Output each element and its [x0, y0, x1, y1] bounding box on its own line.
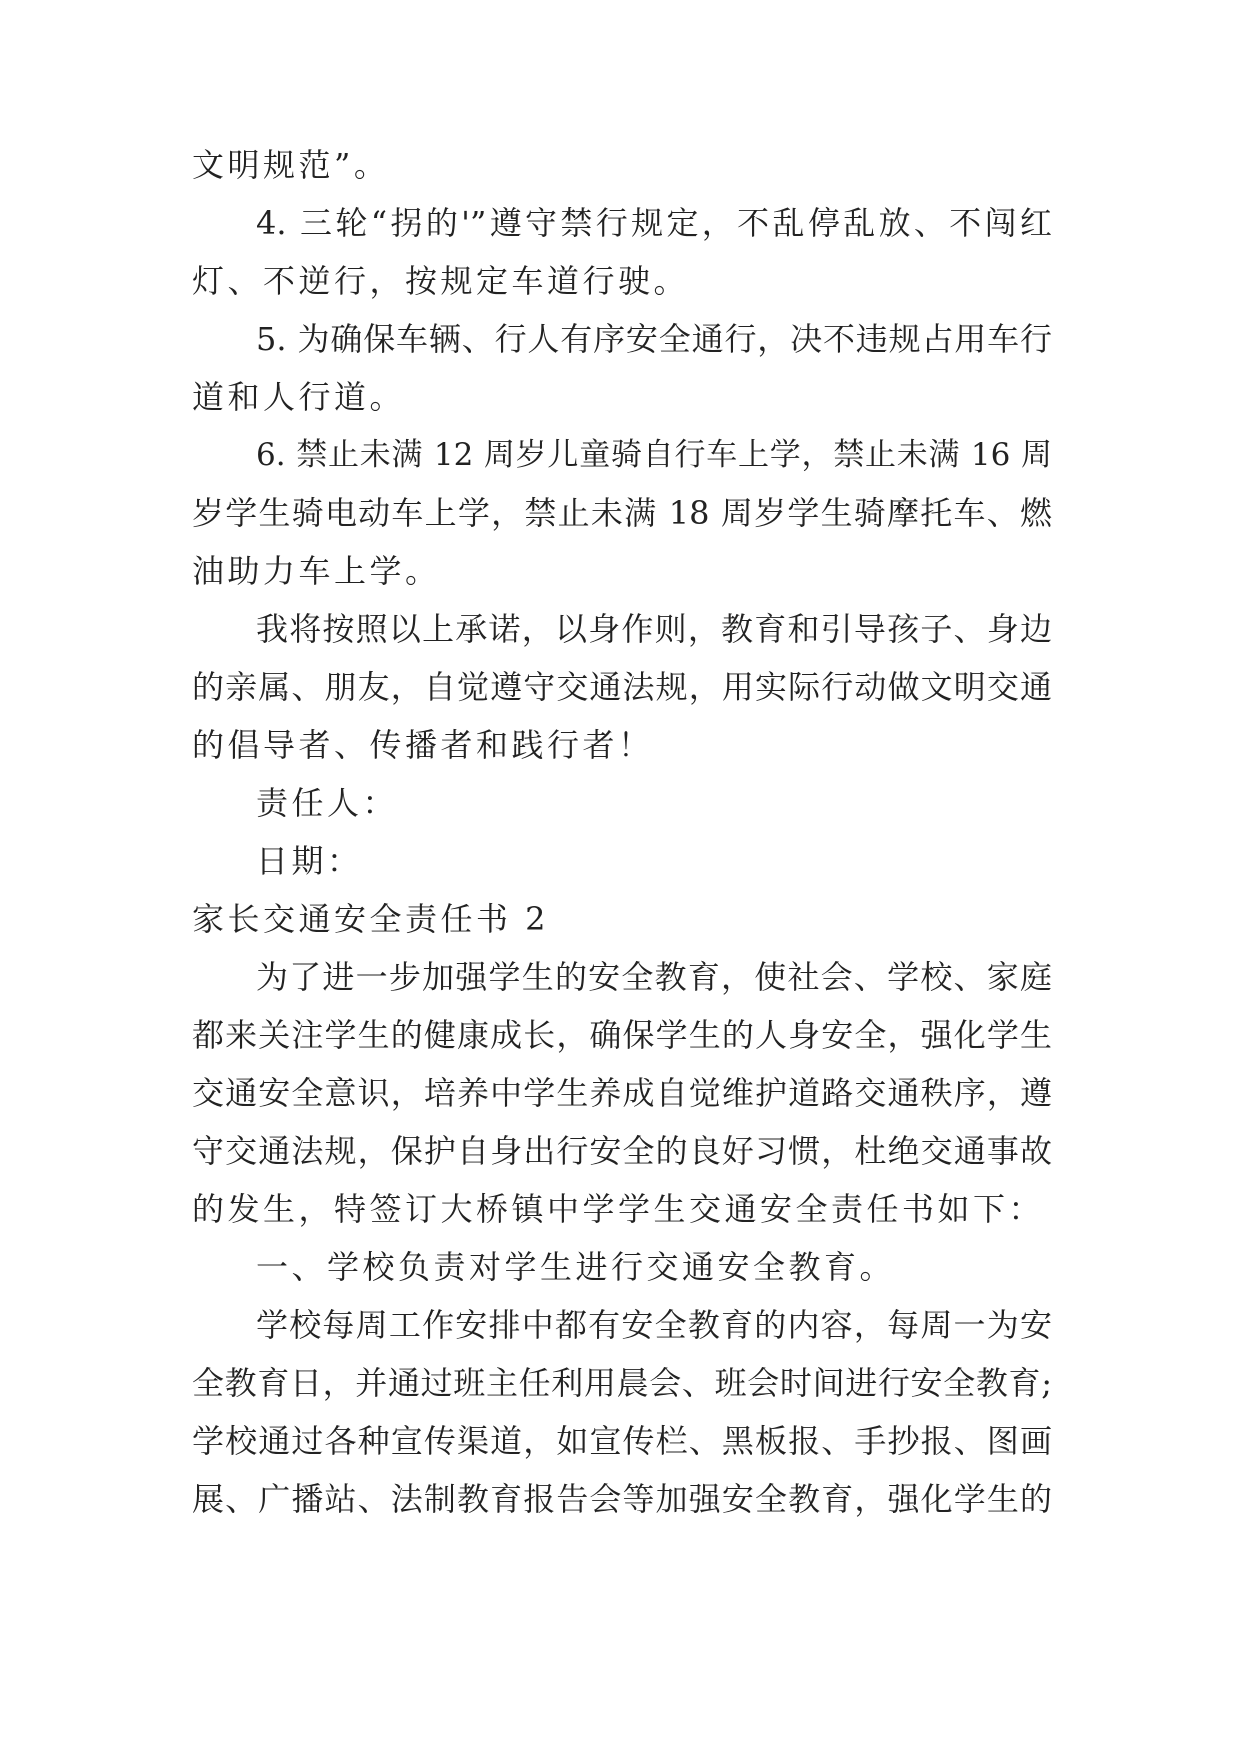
text-line: 5. 为确保车辆、行人有序安全通行，决不违规占用车行	[256, 320, 1052, 358]
text-line: 交通安全意识，培养中学生养成自觉维护道路交通秩序，遵	[192, 1074, 1052, 1112]
text-line: 的发生，特签订大桥镇中学学生交通安全责任书如下：	[192, 1190, 1045, 1228]
text-line: 6. 禁止未满 12 周岁儿童骑自行车上学，禁止未满 16 周	[256, 437, 1052, 473]
text-line: 展、广播站、法制教育报告会等加强安全教育，强化学生的	[192, 1480, 1052, 1518]
text-line: 一、学校负责对学生进行交通安全教育。	[256, 1248, 896, 1286]
text-line: 学校通过各种宣传渠道，如宣传栏、黑板报、手抄报、图画	[192, 1422, 1052, 1460]
section-title: 家长交通安全责任书 2	[192, 900, 550, 938]
text-line: 油助力车上学。	[192, 552, 441, 590]
text-line: 4. 三轮“拐的'”遵守禁行规定，不乱停乱放、不闯红	[256, 204, 1052, 242]
text-line: 的倡导者、传播者和践行者！	[192, 726, 654, 764]
text-line: 文明规范”。	[192, 146, 390, 184]
text-line: 灯、不逆行，按规定车道行驶。	[192, 262, 690, 300]
text-line: 的亲属、朋友，自觉遵守交通法规，用实际行动做文明交通	[192, 668, 1052, 706]
text-line: 学校每周工作安排中都有安全教育的内容，每周一为安	[256, 1306, 1052, 1344]
text-line: 我将按照以上承诺，以身作则，教育和引导孩子、身边	[256, 610, 1052, 648]
text-line: 日期：	[256, 842, 363, 880]
text-line: 守交通法规，保护自身出行安全的良好习惯，杜绝交通事故	[192, 1132, 1052, 1170]
text-line: 为了进一步加强学生的安全教育，使社会、学校、家庭	[256, 958, 1052, 996]
text-line: 道和人行道。	[192, 378, 406, 416]
text-line: 责任人：	[256, 784, 399, 822]
text-line: 岁学生骑电动车上学，禁止未满 18 周岁学生骑摩托车、燃	[192, 494, 1052, 532]
text-line: 都来关注学生的健康成长，确保学生的人身安全，强化学生	[192, 1016, 1052, 1054]
text-line: 全教育日，并通过班主任利用晨会、班会时间进行安全教育;	[192, 1364, 1052, 1402]
